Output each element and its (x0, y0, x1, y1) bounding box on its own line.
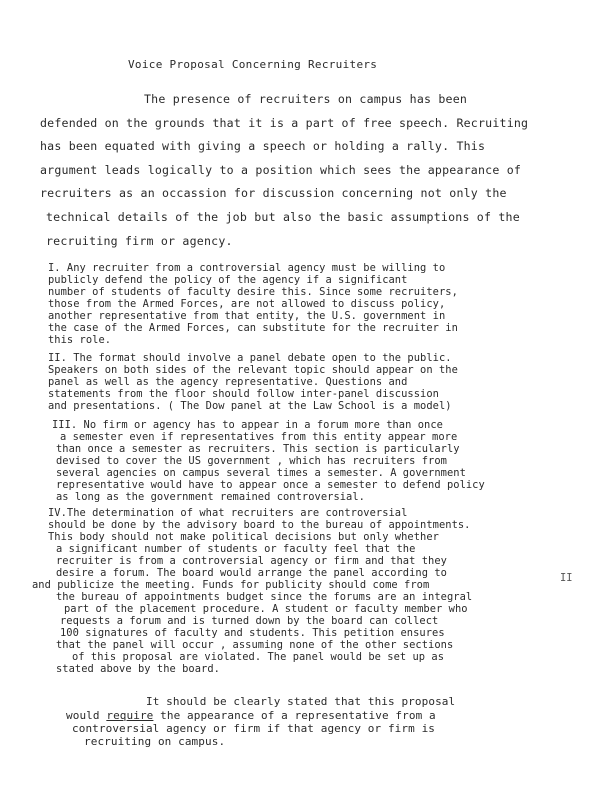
section-line: part of the placement procedure. A student or faculty member who (64, 603, 468, 615)
section-line: number of students of faculty desire this. Since some recruiters, (48, 286, 458, 298)
section-line: several agencies on campus several times a semester. A government (56, 467, 466, 479)
closing-line: recruiting on campus. (84, 735, 226, 748)
section-line: a significant number of students or faculty feel that the (56, 543, 416, 555)
section-line: III. No firm or agency has to appear in a forum more than once (52, 419, 443, 431)
margin-note: II (560, 572, 573, 584)
underlined-word: require (106, 709, 154, 722)
section-line: requests a forum and is turned down by the board can collect (60, 615, 439, 627)
section-line: publicly defend the policy of the agency if a significant (48, 274, 408, 286)
section-line: statements from the floor should follow inter-panel discussion (48, 388, 439, 400)
section-line: Speakers on both sides of the relevant topic should appear on the (48, 364, 458, 376)
intro-line: argument leads logically to a position which sees the appearance of (40, 163, 522, 177)
intro-line: technical details of the job but also the basic assumptions of the (46, 210, 520, 224)
closing-line: controversial agency or firm if that agency or firm is (72, 722, 436, 735)
section-line: panel as well as the agency representative. Questions and (48, 376, 408, 388)
intro-line: has been equated with giving a speech or holding a rally. This (40, 139, 486, 153)
section-line: should be done by the advisory board to the bureau of appointments. (48, 519, 471, 531)
section-line: the case of the Armed Forces, can substitute for the recruiter in (48, 322, 458, 334)
intro-line: recruiting firm or agency. (46, 234, 233, 248)
section-line: that the panel will occur , assuming none of the other sections (56, 639, 454, 651)
section-line: desire a forum. The board would arrange the panel according to (56, 567, 447, 579)
section-line: representative would have to appear once a semester to defend policy (56, 479, 485, 491)
closing-line (66, 709, 436, 722)
section-line: those from the Armed Forces, are not allowed to discuss policy, (48, 298, 446, 310)
section-line: devised to cover the US government , which has recruiters from (56, 455, 447, 467)
section-line: a semester even if representatives from this entity appear more (60, 431, 458, 443)
section-line: than once a semester as recruiters. This section is particularly (56, 443, 460, 455)
section-line: 100 signatures of faculty and students. This petition ensures (60, 627, 445, 639)
section-line: and presentations. ( The Dow panel at the Law School is a model) (48, 400, 452, 412)
section-line: of this proposal are violated. The panel would be set up as (72, 651, 445, 663)
closing-text: the appearance of a representative from a (153, 709, 436, 722)
section-line: recruiter is from a controversial agency or firm and that they (56, 555, 447, 567)
intro-line: The presence of recruiters on campus has been (144, 92, 468, 106)
intro-line: recruiters as an occassion for discussion concerning not only the (40, 186, 507, 200)
document-title: Voice Proposal Concerning Recruiters (128, 58, 378, 71)
section-line: as long as the government remained controversial. (56, 491, 365, 503)
section-line: another representative from that entity, the U.S. government in (48, 310, 446, 322)
closing-text: would (66, 709, 107, 722)
section-line: I. Any recruiter from a controversial agency must be willing to (48, 262, 446, 274)
section-line: the bureau of appointments budget since the forums are an integral (56, 591, 473, 603)
intro-line: defended on the grounds that it is a part of free speech. Recruiting (40, 116, 529, 130)
section-line: stated above by the board. (56, 663, 220, 675)
section-line: II. The format should involve a panel debate open to the public. (48, 352, 452, 364)
closing-line: It should be clearly stated that this proposal (146, 695, 456, 708)
section-line: this role. (48, 334, 112, 346)
section-line: and publicize the meeting. Funds for publicity should come from (32, 579, 430, 591)
section-line: IV.The determination of what recruiters are controversial (48, 507, 408, 519)
section-line: This body should not make political decisions but only whether (48, 531, 439, 543)
